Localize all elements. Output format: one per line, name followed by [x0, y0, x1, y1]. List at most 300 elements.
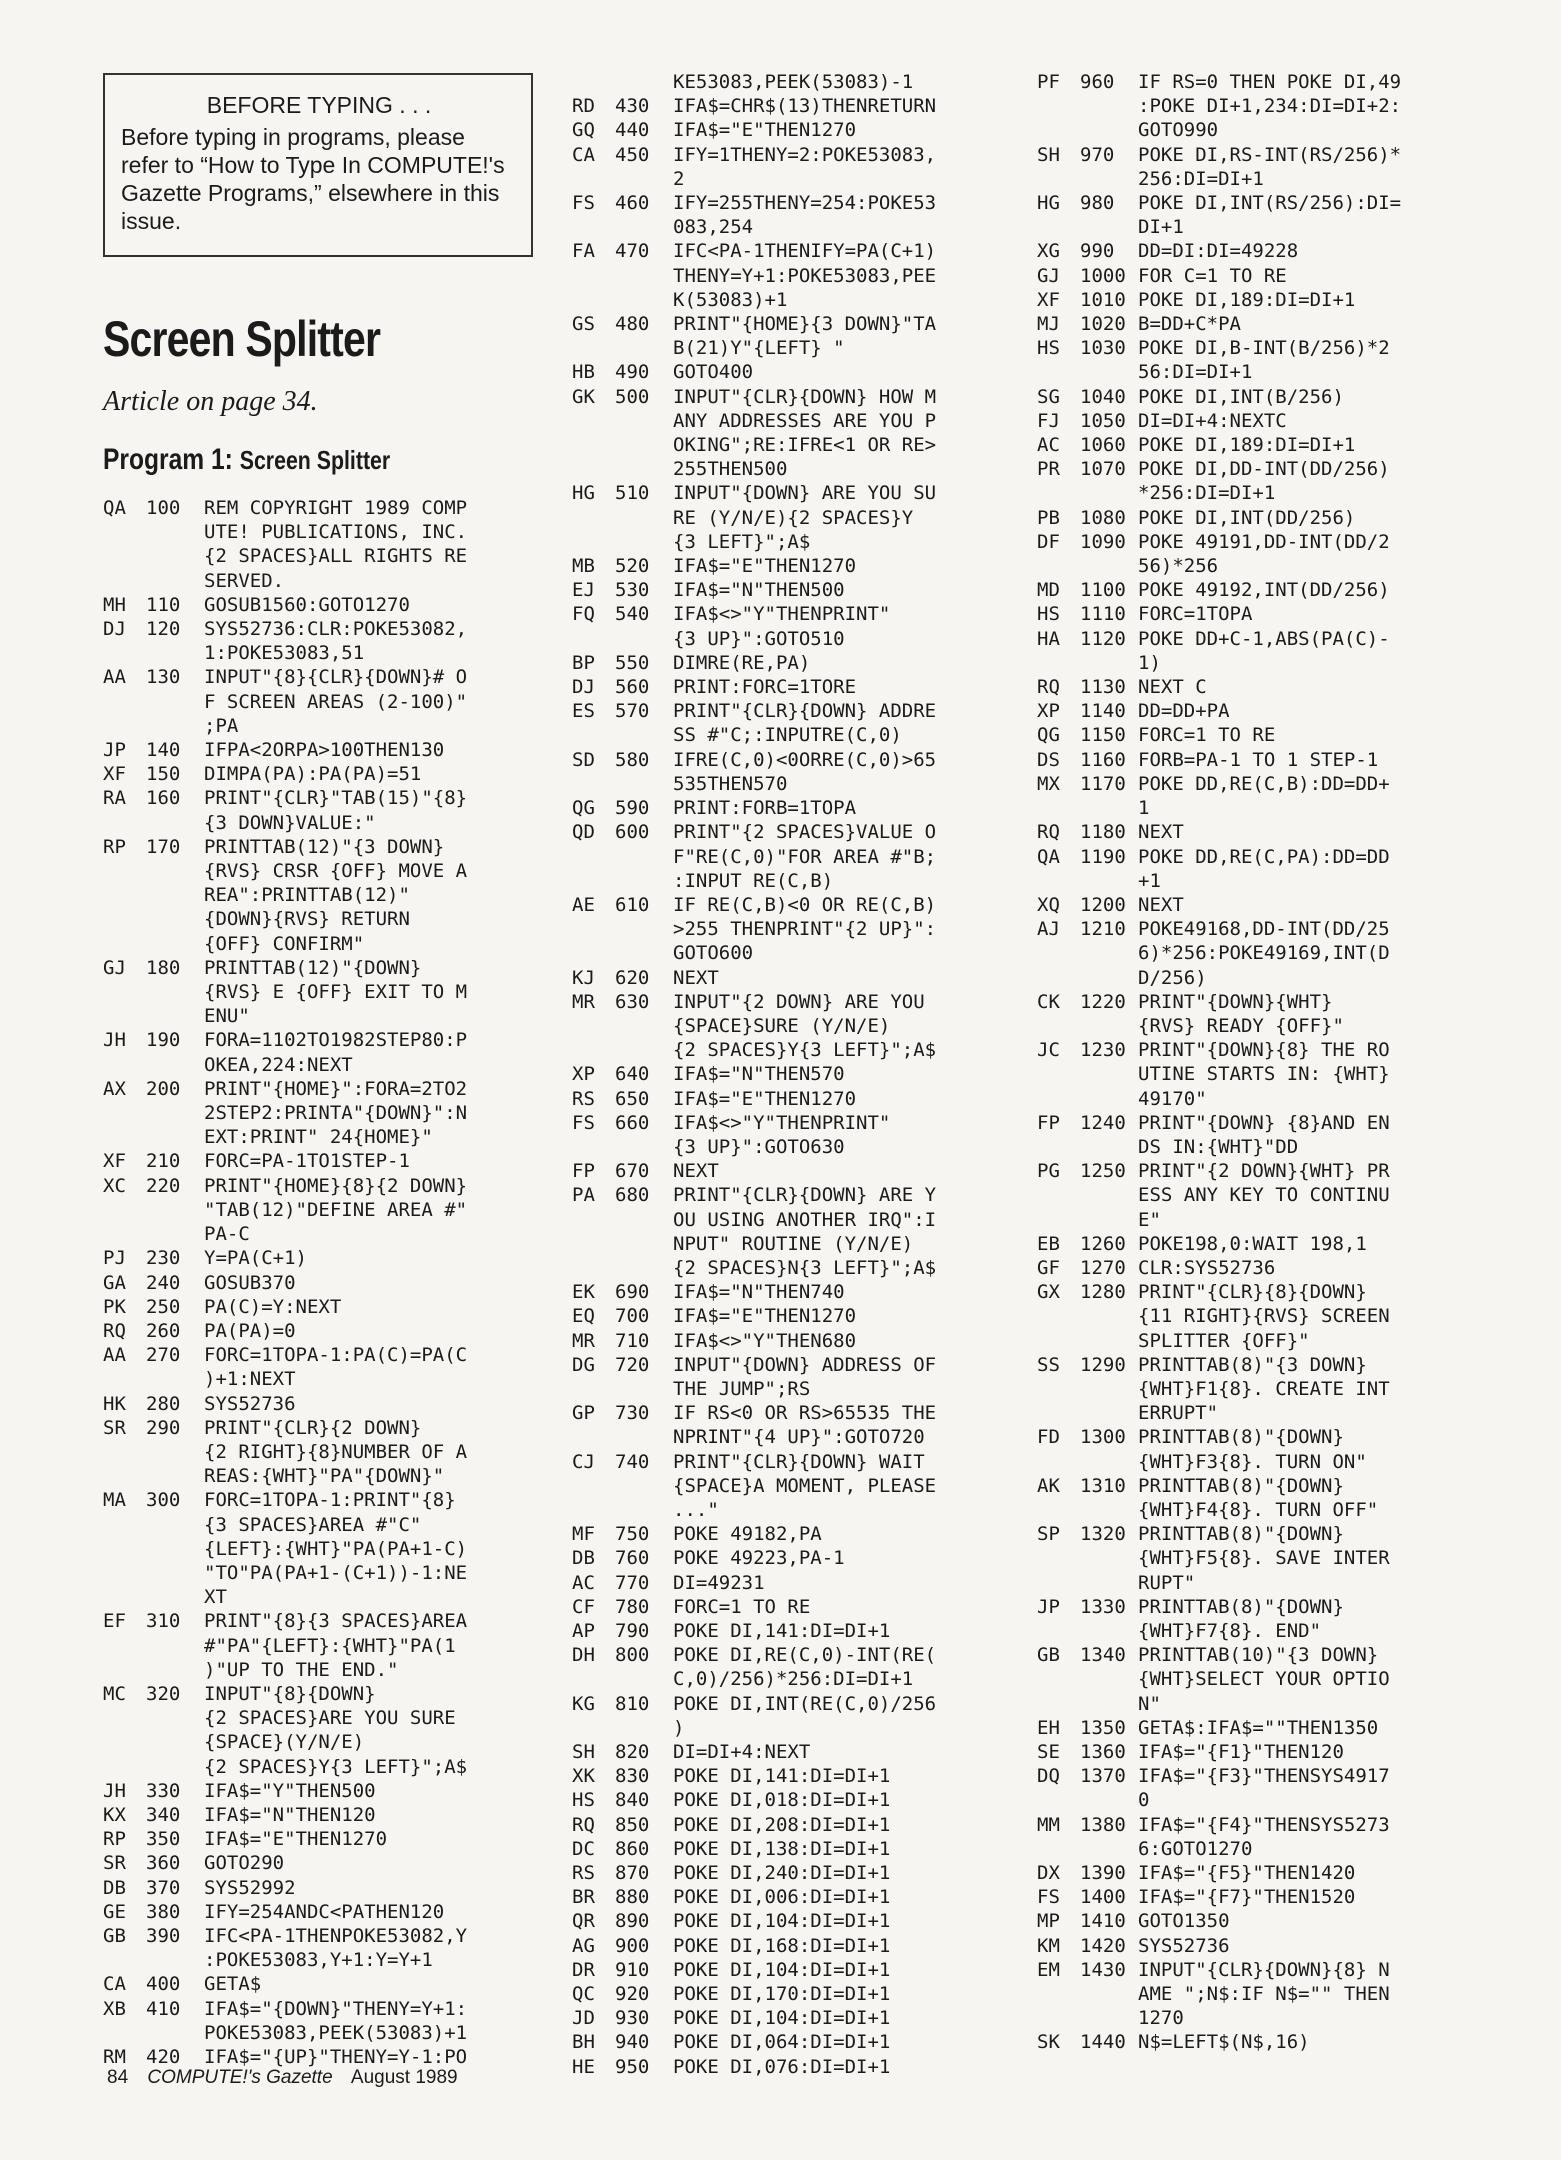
code-text	[204, 738, 543, 762]
code-text-line: POKE DD,RE(C,B):DD=DD+	[1138, 772, 1390, 795]
checksum: HG	[1037, 192, 1060, 215]
line-number: 820	[615, 1741, 650, 1764]
line-number: 1110	[1080, 603, 1126, 626]
line-number: 910	[615, 1958, 650, 1981]
checksum: HS	[1037, 337, 1060, 360]
code-line	[572, 1861, 1022, 1885]
code-text-line: {WHT}F7{8}. END"	[1138, 1620, 1322, 1642]
code-text-line: THE JUMP";RS	[673, 1377, 811, 1400]
code-text	[1138, 893, 1497, 917]
code-line	[1037, 70, 1497, 143]
code-text-line: IFA$="{F3}"THENSYS4917	[1138, 1765, 1390, 1788]
line-number: 150	[146, 763, 181, 786]
code-line	[1037, 264, 1497, 288]
checksum: PR	[1037, 458, 1060, 481]
line-number: 660	[615, 1111, 650, 1134]
code-text	[1138, 1425, 1497, 1473]
code-text-line: POKE DI,006:DI=DI+1	[673, 1886, 891, 1909]
line-number: 310	[146, 1610, 181, 1633]
line-number: 550	[615, 651, 650, 674]
code-text-line: POKE 49191,DD-INT(DD/2	[1138, 530, 1390, 553]
code-text-line: PRINT"{HOME}":FORA=2TO2	[204, 1077, 468, 1100]
line-number: 1410	[1080, 1910, 1126, 1933]
checksum: FJ	[1037, 409, 1060, 432]
code-line	[572, 385, 1022, 482]
code-text-line: POKE DI,B-INT(B/256)*2	[1138, 337, 1390, 360]
line-number: 370	[146, 1876, 181, 1899]
checksum: MR	[572, 990, 595, 1013]
line-number: 650	[615, 1087, 650, 1110]
code-line	[572, 1982, 1022, 2006]
code-text-line: 56)*256	[1138, 555, 1219, 578]
line-number: 130	[146, 666, 181, 689]
checksum: DJ	[572, 676, 595, 699]
checksum: RM	[103, 2046, 126, 2068]
code-text	[673, 602, 1022, 650]
code-line	[572, 118, 1022, 142]
line-number: 460	[615, 192, 650, 215]
code-text-line: GETA$:IFA$=""THEN1350	[1138, 1716, 1379, 1739]
checksum: GQ	[572, 119, 595, 142]
code-line	[572, 966, 1022, 990]
code-text	[1138, 772, 1497, 820]
line-number: 1420	[1080, 1934, 1126, 1957]
code-text	[673, 796, 1022, 820]
code-text-line: 49170"	[1138, 1087, 1207, 1110]
code-line	[103, 1149, 543, 1173]
code-text-line: :POKE53083,Y+1:Y=Y+1	[204, 1949, 433, 1972]
checksum: RA	[103, 787, 126, 810]
checksum: XK	[572, 1765, 595, 1788]
code-line	[572, 70, 1022, 94]
checksum: RQ	[1037, 676, 1060, 699]
code-text-line: ;PA	[204, 714, 239, 737]
code-text	[673, 1595, 1022, 1619]
code-text-line: D/256)	[1138, 966, 1207, 989]
code-text-line: POKE DI,DD-INT(DD/256)	[1138, 458, 1390, 481]
line-number: 1010	[1080, 288, 1126, 311]
code-line	[572, 990, 1022, 1063]
code-text-line: INPUT"{DOWN} ARE YOU SU	[673, 482, 937, 505]
code-text	[204, 665, 543, 738]
code-text-line: Y=PA(C+1)	[204, 1247, 307, 1270]
code-text-line: EXT:PRINT" 24{HOME}"	[204, 1126, 433, 1149]
code-text-line: POKE DI,018:DI=DI+1	[673, 1789, 891, 1812]
line-number: 1120	[1080, 627, 1126, 650]
code-text-line: INPUT"{8}{CLR}{DOWN}# O	[204, 666, 468, 689]
code-line	[103, 786, 543, 834]
code-line	[572, 1619, 1022, 1643]
code-text	[673, 1885, 1022, 1909]
checksum: XF	[103, 763, 126, 786]
code-text-line: FORC=1 TO RE	[1138, 724, 1276, 747]
code-line	[103, 1028, 543, 1076]
code-text-line: PRINT"{CLR}{DOWN} WAIT	[673, 1450, 925, 1473]
code-text	[1138, 143, 1497, 191]
code-text-line: {11 RIGHT}{RVS} SCREEN	[1138, 1305, 1390, 1328]
checksum: RQ	[103, 1319, 126, 1342]
code-line	[103, 1271, 543, 1295]
code-text-line: INPUT"{DOWN} ADDRESS OF	[673, 1353, 937, 1376]
checksum: ES	[572, 700, 595, 723]
code-line	[1037, 336, 1497, 384]
code-text-line: FORA=1102TO1982STEP80:P	[204, 1029, 468, 1052]
code-text	[204, 1488, 543, 1609]
code-text	[204, 1827, 543, 1851]
checksum: QD	[572, 821, 595, 844]
page-footer	[107, 2067, 458, 2089]
checksum: SP	[1037, 1523, 1060, 1546]
code-text	[673, 651, 1022, 675]
code-line	[103, 1246, 543, 1270]
line-number: 1290	[1080, 1353, 1126, 1376]
code-text-line: IFA$="N"THEN570	[673, 1063, 845, 1086]
code-text	[204, 1803, 543, 1827]
line-number: 400	[146, 1973, 181, 1996]
code-text-line: 1270	[1138, 2007, 1184, 2030]
checksum: XF	[103, 1150, 126, 1173]
code-text-line: IFY=255THENY=254:POKE53	[673, 192, 937, 215]
code-line	[103, 1924, 543, 1972]
code-text-line: INPUT"{2 DOWN} ARE YOU	[673, 990, 925, 1013]
line-number: 1250	[1080, 1160, 1126, 1183]
code-text	[1138, 1595, 1497, 1643]
code-text-line: POKE DI,208:DI=DI+1	[673, 1813, 891, 1836]
code-line	[1037, 893, 1497, 917]
code-text	[204, 1246, 543, 1270]
code-text	[1138, 1159, 1497, 1232]
code-text	[673, 554, 1022, 578]
code-line	[572, 1740, 1022, 1764]
line-number: 250	[146, 1295, 181, 1318]
code-line	[572, 554, 1022, 578]
checksum: FQ	[572, 603, 595, 626]
code-line	[1037, 1159, 1497, 1232]
checksum: FS	[572, 192, 595, 215]
code-line	[103, 1900, 543, 1924]
code-text-line: N$=LEFT$(N$,16)	[1138, 2031, 1310, 2054]
code-text-line: {SPACE}SURE (Y/N/E)	[673, 1014, 891, 1037]
code-text	[1138, 748, 1497, 772]
line-number: 140	[146, 739, 181, 762]
code-text	[673, 1329, 1022, 1353]
checksum: MM	[1037, 1813, 1060, 1836]
code-text-line: B=DD+C*PA	[1138, 313, 1241, 336]
line-number: 780	[615, 1595, 650, 1618]
line-number: 120	[146, 618, 181, 641]
code-text-line: {3 SPACES}AREA #"C"	[204, 1513, 422, 1536]
code-text-line: POKE DI,104:DI=DI+1	[673, 1910, 891, 1933]
code-text	[1138, 1861, 1497, 1885]
code-text-line: PA(PA)=0	[204, 1319, 296, 1342]
code-text-line: FORC=PA-1TO1STEP-1	[204, 1150, 410, 1173]
code-text	[1138, 70, 1497, 143]
code-text	[1138, 1740, 1497, 1764]
line-number: 510	[615, 482, 650, 505]
checksum: AE	[572, 893, 595, 916]
code-text	[1138, 1522, 1497, 1595]
line-number: 1000	[1080, 264, 1126, 287]
code-text-line: PRINT"{CLR}{DOWN} ARE Y	[673, 1184, 937, 1207]
checksum: DS	[1037, 748, 1060, 771]
code-text-line: ENU"	[204, 1005, 250, 1028]
code-line	[572, 143, 1022, 191]
checksum: EH	[1037, 1716, 1060, 1739]
code-text-line: CLR:SYS52736	[1138, 1256, 1276, 1279]
code-text	[673, 1958, 1022, 1982]
checksum: DG	[572, 1353, 595, 1376]
code-line	[572, 1837, 1022, 1861]
code-text-line: {2 SPACES}ALL RIGHTS RE	[204, 545, 468, 568]
code-text-line: :POKE DI+1,234:DI=DI+2:	[1138, 95, 1402, 118]
line-number: 1140	[1080, 700, 1126, 723]
code-line	[572, 1692, 1022, 1740]
code-text	[204, 1077, 543, 1150]
code-text-line: IFA$="N"THEN120	[204, 1803, 376, 1826]
code-text-line: PRINT"{HOME}{8}{2 DOWN}	[204, 1174, 468, 1197]
code-line	[1037, 1740, 1497, 1764]
code-text	[673, 385, 1022, 482]
line-number: 950	[615, 2055, 650, 2078]
checksum: JP	[103, 739, 126, 762]
code-text	[673, 893, 1022, 966]
code-text-line: POKE DI,189:DI=DI+1	[1138, 434, 1356, 457]
code-text-line: IFA$="E"THEN1270	[204, 1828, 388, 1851]
checksum: PB	[1037, 506, 1060, 529]
code-text	[1138, 699, 1497, 723]
line-number: 420	[146, 2046, 181, 2068]
line-number: 990	[1080, 240, 1115, 263]
code-text-line: 1	[1138, 797, 1150, 820]
line-number: 160	[146, 787, 181, 810]
line-number: 1300	[1080, 1426, 1126, 1449]
checksum: GJ	[1037, 264, 1060, 287]
code-text-line: F"RE(C,0)"FOR AREA #"B;	[673, 845, 937, 868]
checksum: BR	[572, 1886, 595, 1909]
code-line	[1037, 723, 1497, 747]
checksum: AA	[103, 666, 126, 689]
code-text-line: PRINTTAB(8)"{DOWN}	[1138, 1474, 1344, 1497]
line-number: 890	[615, 1910, 650, 1933]
code-text-line: IFA$="{DOWN}"THENY=Y+1:	[204, 1997, 468, 2020]
code-text-line: {DOWN}{RVS} RETURN	[204, 908, 410, 931]
code-text-line: IFRE(C,0)<0ORRE(C,0)>65	[673, 748, 937, 771]
code-text-line: FORC=1TOPA-1:PRINT"{8}	[204, 1489, 456, 1512]
code-text	[673, 94, 1022, 118]
code-line	[103, 1997, 543, 2045]
code-text-line: POKE DI,INT(RE(C,0)/256	[673, 1692, 937, 1715]
line-number: 330	[146, 1779, 181, 1802]
code-text-line: POKE DI,INT(DD/256)	[1138, 506, 1356, 529]
before-typing-text: Before typing in programs, please refer to “How to Type In COMPUTE!'s Gazette Programs,” elsewhere in this issue.	[121, 124, 505, 234]
code-line	[1037, 917, 1497, 990]
line-number: 1260	[1080, 1232, 1126, 1255]
code-text-line: IFA$=CHR$(13)THENRETURN	[673, 95, 937, 118]
line-number: 1030	[1080, 337, 1126, 360]
code-line	[572, 651, 1022, 675]
checksum: HE	[572, 2055, 595, 2078]
code-text-line: DI=DI+4:NEXT	[673, 1741, 811, 1764]
code-line	[103, 1803, 543, 1827]
checksum: XG	[1037, 240, 1060, 263]
line-number: 620	[615, 966, 650, 989]
code-text-line: FORB=PA-1 TO 1 STEP-1	[1138, 748, 1379, 771]
line-number: 320	[146, 1682, 181, 1705]
checksum: SE	[1037, 1741, 1060, 1764]
code-text	[673, 1788, 1022, 1812]
code-text-line: POKE 49223,PA-1	[673, 1547, 845, 1570]
code-line	[103, 1416, 543, 1489]
checksum: GK	[572, 385, 595, 408]
code-text	[673, 1571, 1022, 1595]
code-line	[1037, 191, 1497, 239]
code-text	[1138, 1764, 1497, 1812]
line-number: 1380	[1080, 1813, 1126, 1836]
checksum: MF	[572, 1523, 595, 1546]
checksum: CK	[1037, 990, 1060, 1013]
code-text	[673, 675, 1022, 699]
checksum: FS	[572, 1111, 595, 1134]
code-text-line: RUPT"	[1138, 1571, 1196, 1594]
code-text	[1138, 1716, 1497, 1740]
line-number: 590	[615, 797, 650, 820]
code-text-line: POKE DI,240:DI=DI+1	[673, 1862, 891, 1885]
code-text-line: PRINT"{CLR}"TAB(15)"{8}	[204, 787, 468, 810]
code-text-line: POKE DI,138:DI=DI+1	[673, 1837, 891, 1860]
code-text-line: ANY ADDRESSES ARE YOU P	[673, 409, 937, 432]
code-text-line: N"	[1138, 1692, 1161, 1715]
code-text-line: {3 LEFT}";A$	[673, 530, 811, 553]
code-text-line: POKE DI,141:DI=DI+1	[673, 1765, 891, 1788]
code-text	[1138, 1280, 1497, 1353]
code-line	[1037, 1958, 1497, 2031]
code-text-line: +1	[1138, 869, 1161, 892]
code-text-line: NEXT	[673, 966, 719, 989]
code-text-line: REA":PRINTTAB(12)"	[204, 884, 410, 907]
code-text	[1138, 457, 1497, 505]
checksum: AG	[572, 1934, 595, 1957]
code-line	[572, 1401, 1022, 1449]
code-text-line: 6)*256:POKE49169,INT(D	[1138, 942, 1390, 965]
code-line	[572, 1546, 1022, 1570]
code-text-line: PRINT"{DOWN}{WHT}	[1138, 990, 1333, 1013]
code-line	[103, 762, 543, 786]
code-line	[1037, 699, 1497, 723]
code-text-line: FORC=1TOPA	[1138, 603, 1253, 626]
code-text	[1138, 1813, 1497, 1861]
line-number: 170	[146, 835, 181, 858]
code-text-line: POKE198,0:WAIT 198,1	[1138, 1232, 1367, 1255]
line-number: 1330	[1080, 1595, 1126, 1618]
checksum: JD	[572, 2007, 595, 2030]
code-text-line: ESS ANY KEY TO CONTINU	[1138, 1184, 1390, 1207]
line-number: 1270	[1080, 1256, 1126, 1279]
code-text-line: PRINT"{8}{3 SPACES}AREA	[204, 1610, 468, 1633]
code-text-line: #"PA"{LEFT}:{WHT}"PA(1	[204, 1634, 456, 1657]
code-text	[1138, 1643, 1497, 1716]
checksum: SR	[103, 1416, 126, 1439]
magazine-name: COMPUTE!'s Gazette	[147, 2067, 333, 2088]
code-text	[673, 2055, 1022, 2079]
code-text	[1138, 336, 1497, 384]
code-text	[673, 118, 1022, 142]
code-text-line: POKE 49192,INT(DD/256)	[1138, 579, 1390, 602]
code-line	[572, 748, 1022, 796]
line-number: 1440	[1080, 2031, 1126, 2054]
checksum: SH	[572, 1741, 595, 1764]
line-number: 700	[615, 1305, 650, 1328]
code-text-line: NEXT	[673, 1160, 719, 1183]
code-text-line: THENY=Y+1:POKE53083,PEE	[673, 264, 937, 287]
code-text	[673, 699, 1022, 747]
code-text-line: IFA$="E"THEN1270	[673, 1087, 857, 1110]
code-text-line: 2	[673, 167, 685, 190]
code-text	[673, 1546, 1022, 1570]
checksum: HG	[572, 482, 595, 505]
line-number: 690	[615, 1281, 650, 1304]
code-text-line: SPLITTER {OFF}"	[1138, 1329, 1310, 1352]
code-line	[1037, 143, 1497, 191]
code-line	[1037, 748, 1497, 772]
code-text-line: 535THEN570	[673, 772, 788, 795]
checksum: DC	[572, 1837, 595, 1860]
code-text-line: PRINT"{2 DOWN}{WHT} PR	[1138, 1160, 1390, 1183]
code-text	[673, 748, 1022, 796]
code-text	[204, 1900, 543, 1924]
code-text	[1138, 1934, 1497, 1958]
line-number: 880	[615, 1886, 650, 1909]
code-text-line: IFA$="{F7}"THEN1520	[1138, 1886, 1356, 1909]
code-line	[1037, 627, 1497, 675]
line-number: 380	[146, 1900, 181, 1923]
before-typing-box	[103, 73, 533, 257]
code-line	[103, 2045, 543, 2069]
code-text-line: OKING";RE:IFRE<1 OR RE>	[673, 434, 937, 457]
code-line	[1037, 1474, 1497, 1522]
line-number: 940	[615, 2031, 650, 2054]
checksum: RP	[103, 1828, 126, 1851]
code-text-line: POKE 49182,PA	[673, 1523, 822, 1546]
code-text	[204, 1924, 543, 1972]
checksum: EJ	[572, 579, 595, 602]
line-number: 680	[615, 1184, 650, 1207]
code-line	[103, 665, 543, 738]
checksum: EM	[1037, 1958, 1060, 1981]
code-text-line: IF RE(C,B)<0 OR RE(C,B)	[673, 893, 937, 916]
line-number: 280	[146, 1392, 181, 1415]
line-number: 1400	[1080, 1886, 1126, 1909]
line-number: 260	[146, 1319, 181, 1342]
code-text-line: ERRUPT"	[1138, 1402, 1219, 1425]
code-text	[1138, 917, 1497, 990]
code-text	[1138, 1038, 1497, 1111]
code-line	[103, 617, 543, 665]
code-text-line: IFY=1THENY=2:POKE53083,	[673, 143, 937, 166]
code-line	[103, 1174, 543, 1247]
code-text	[673, 1982, 1022, 2006]
code-text-line: "TAB(12)"DEFINE AREA #"	[204, 1198, 468, 1221]
code-text-line: PRINT:FORC=1TORE	[673, 676, 857, 699]
code-line	[572, 2030, 1022, 2054]
line-number: 1020	[1080, 313, 1126, 336]
code-text-line: IFA$="{F1}"THEN120	[1138, 1741, 1344, 1764]
code-line	[572, 94, 1022, 118]
code-text	[1138, 602, 1497, 626]
checksum: GB	[103, 1924, 126, 1947]
code-text-line: {WHT}F5{8}. SAVE INTER	[1138, 1547, 1390, 1570]
code-text	[1138, 1111, 1497, 1159]
checksum: FP	[1037, 1111, 1060, 1134]
